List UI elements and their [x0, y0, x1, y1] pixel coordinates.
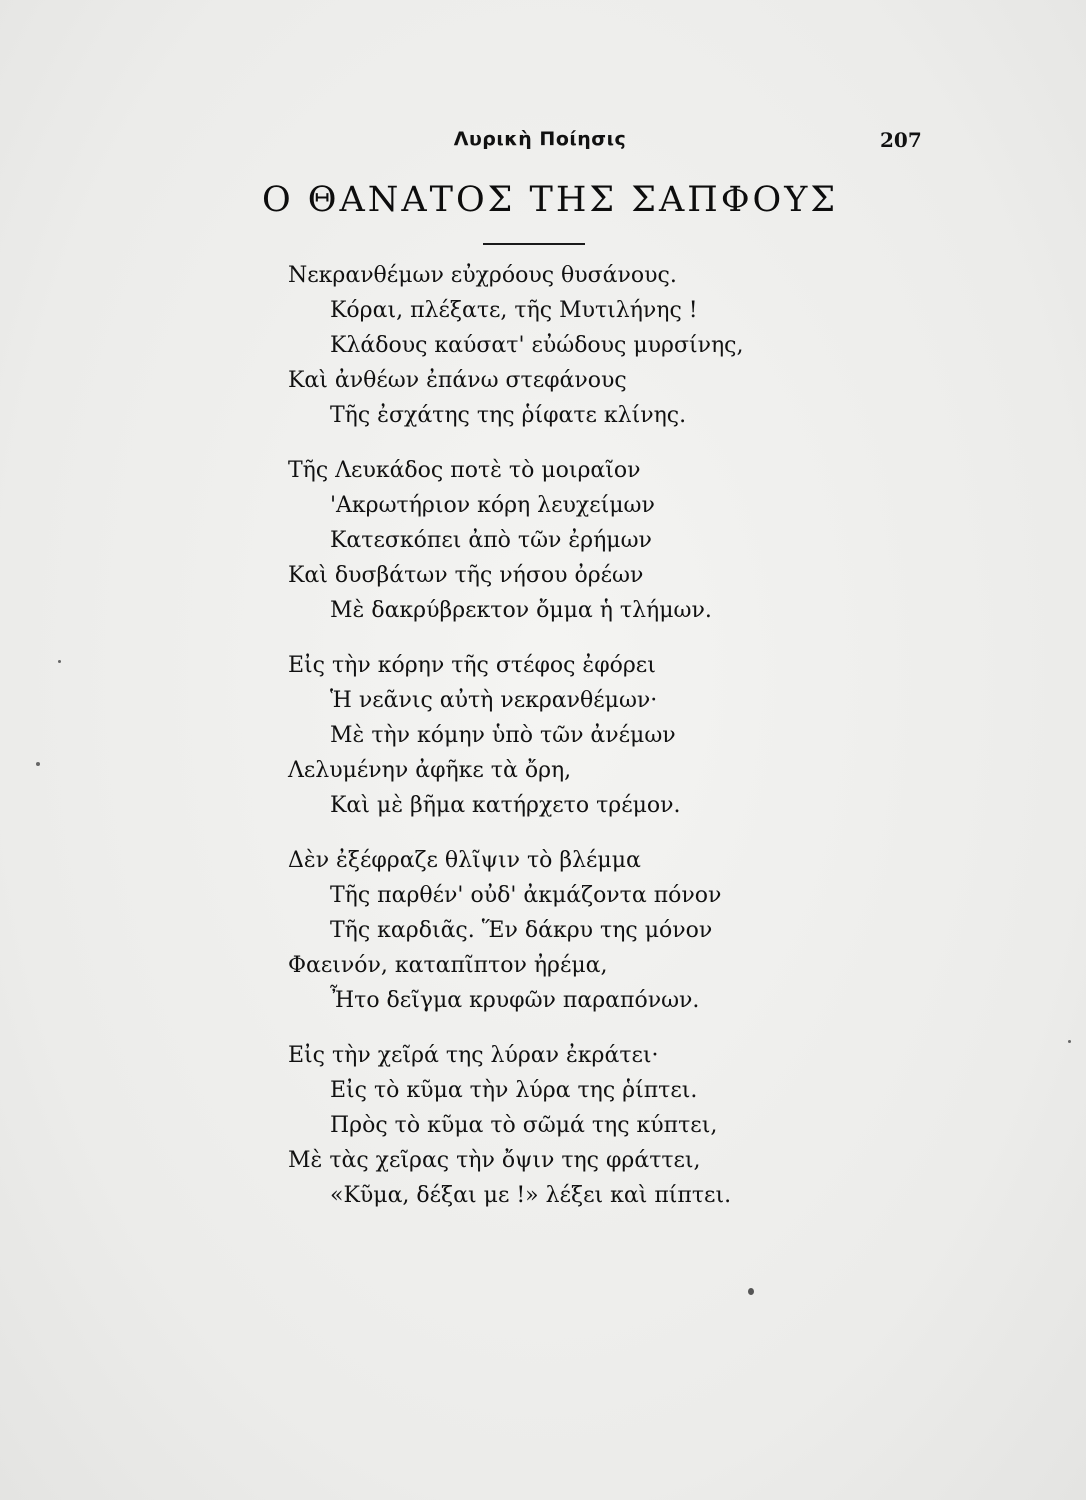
verse-line: Φαεινόν, καταπῖπτον ἠρέμα,	[288, 953, 608, 978]
verse-line: Μὲ τὴν κόμην ὑπὸ τῶν ἀνέμων	[330, 723, 676, 748]
page-number: 207	[880, 128, 922, 152]
verse-line: Μὲ τὰς χεῖρας τὴν ὄψιν της φράττει,	[288, 1148, 701, 1173]
verse-line: Τῆς παρθέν' οὐδ' ἀκμάζοντα πόνον	[330, 883, 722, 908]
running-title: Λυρικὴ Ποίησις	[453, 128, 627, 150]
verse-line: Κόραι, πλέξατε, τῆς Μυτιλήνης !	[330, 298, 698, 323]
paper-speck	[58, 660, 61, 663]
paper-speck	[1068, 1040, 1071, 1043]
stanza	[288, 258, 848, 433]
verse-line: Εἰς τὴν χεῖρά της λύραν ἐκράτει·	[288, 1043, 659, 1068]
poem-title: Ο ΘΑΝΑΤΟΣ ΤΗΣ ΣΑΠΦΟΥΣ	[261, 180, 839, 220]
verse-line: Τῆς ἐσχάτης της ῥίφατε κλίνης.	[330, 403, 687, 428]
verse-line: Ἦτο δεῖγμα κρυφῶν παραπόνων.	[330, 988, 700, 1013]
paper-speck	[36, 762, 40, 766]
verse-line: Λελυμένην ἀφῆκε τὰ ὄρη,	[288, 758, 572, 783]
verse-line: Εἰς τὸ κῦμα τὴν λύρα της ῥίπτει.	[330, 1078, 698, 1103]
verse-line: Μὲ δακρύβρεκτον ὄμμα ἡ τλήμων.	[330, 598, 712, 623]
stanza	[288, 453, 848, 628]
stanza	[288, 843, 848, 1018]
verse-line: Εἰς τὴν κόρην τῆς στέφος ἐφόρει	[288, 653, 656, 678]
title-rule	[483, 243, 585, 245]
running-head	[0, 128, 1086, 160]
verse-line: «Κῦμα, δέξαι με !» λέξει καὶ πίπτει.	[330, 1183, 732, 1208]
verse-line: Καὶ μὲ βῆμα κατήρχετο τρέμον.	[330, 793, 681, 818]
verse-line: Καὶ ἀνθέων ἐπάνω στεφάνους	[288, 368, 627, 393]
verse-line: Δὲν ἐξέφραζε θλῖψιν τὸ βλέμμα	[288, 848, 641, 873]
paper-speck	[748, 1288, 754, 1295]
verse-line: Κατεσκόπει ἀπὸ τῶν ἐρήμων	[330, 528, 652, 553]
verse-line: Πρὸς τὸ κῦμα τὸ σῶμά της κύπτει,	[330, 1113, 718, 1138]
verse-line: Κλάδους καύσατ' εὐώδους μυρσίνης,	[330, 333, 744, 358]
stanza	[288, 648, 848, 823]
poem-body	[288, 258, 848, 1233]
verse-line: Νεκρανθέμων εὐχρόους θυσάνους.	[288, 263, 677, 288]
verse-line: Τῆς Λευκάδος ποτὲ τὸ μοιραῖον	[288, 458, 641, 483]
verse-line: 'Ακρωτήριον κόρη λευχείμων	[330, 493, 655, 518]
verse-line: Καὶ δυσβάτων τῆς νήσου ὀρέων	[288, 563, 644, 588]
verse-line: Ἡ νεᾶνις αὐτὴ νεκρανθέμων·	[330, 688, 658, 713]
stanza	[288, 1038, 848, 1213]
verse-line: Τῆς καρδιᾶς. Ἕν δάκρυ της μόνον	[330, 918, 713, 943]
